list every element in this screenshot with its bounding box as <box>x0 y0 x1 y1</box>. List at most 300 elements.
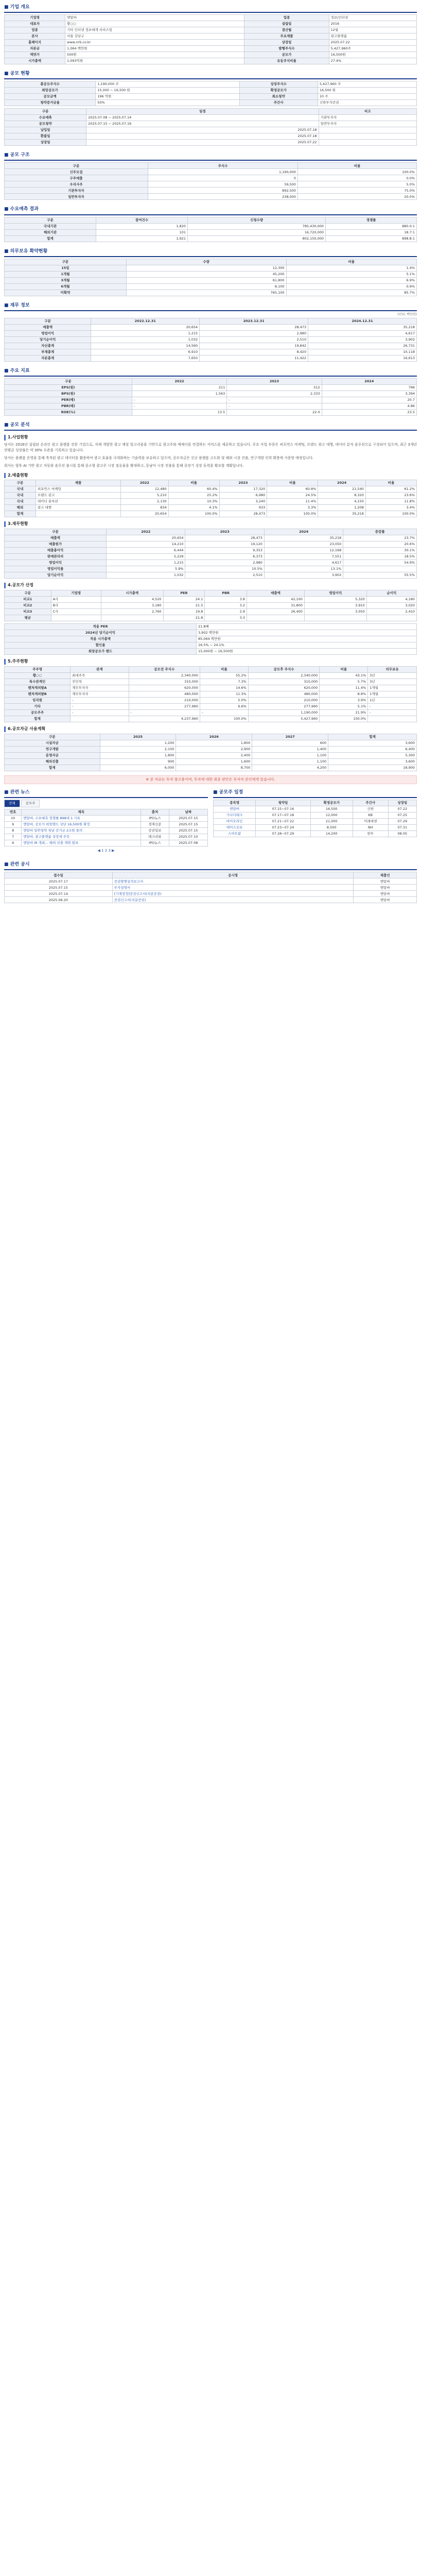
column-header: 2022 <box>121 480 169 486</box>
table-header-row <box>5 217 417 223</box>
table-cell: IPO뉴스 <box>141 840 169 846</box>
table-cell: 23,050 <box>264 541 343 548</box>
table-row <box>5 697 417 703</box>
table-cell <box>51 615 101 621</box>
table-row <box>5 486 417 493</box>
table-cell: www.nrb.co.kr <box>65 40 244 46</box>
column-header: 구분 <box>5 480 36 486</box>
section-title: ■ 의무보유 확약현황 <box>4 246 417 257</box>
table-cell: 6,980 <box>219 493 267 499</box>
table-cell: 5,210 <box>121 493 169 499</box>
table-cell: 기관투자자 <box>319 115 416 121</box>
table-cell: 4,150 <box>318 499 366 505</box>
valuation-title: 4.공모가 산정 <box>4 583 417 588</box>
table-cell: 2016 <box>329 21 416 27</box>
column-header: 주간사 <box>353 800 388 806</box>
table-row <box>5 765 417 771</box>
table-cell: 8,320 <box>318 493 366 499</box>
row-label: 청약증거금율 <box>5 100 96 106</box>
table-cell: 1,200 <box>100 740 176 746</box>
table-row <box>5 397 417 403</box>
section-title: ■ 공모 현황 <box>4 69 417 79</box>
column-header: 종목명 <box>214 800 256 806</box>
table-cell: 61,800 <box>126 277 286 283</box>
table-cell: 2025.07.22 <box>86 140 319 146</box>
row-label: 자산총계 <box>5 343 91 349</box>
table-row <box>5 133 417 140</box>
table-cell: 신한투자증권 <box>318 100 416 106</box>
table-cell: 9 <box>5 821 22 827</box>
table-cell <box>101 615 163 621</box>
table-header-row <box>5 666 417 672</box>
indicator-table <box>4 378 417 416</box>
table-row <box>5 746 417 752</box>
table-cell: 20.0% <box>298 194 417 200</box>
stock-name-link[interactable]: 엔알바 <box>214 806 256 812</box>
column-header: 비율 <box>298 163 417 169</box>
column-header: 구분 <box>5 109 86 115</box>
table-row <box>5 290 417 296</box>
table-row <box>5 40 417 46</box>
column-header: 비율 <box>267 480 318 486</box>
table-cell: 21.5 <box>163 602 205 608</box>
table-cell: 18,900 <box>328 765 417 771</box>
news-table <box>4 809 208 846</box>
table-row <box>5 21 417 27</box>
table-cell: 27.4% <box>329 58 416 64</box>
table-cell: 7,551 <box>264 554 343 560</box>
table-row <box>5 277 417 283</box>
row-label: 적용 시가총액 <box>5 636 197 642</box>
column-header: 구분 <box>5 529 107 535</box>
row-label: 매출액 <box>5 324 91 330</box>
table-cell: 21,540 <box>318 486 366 493</box>
demand-forecast-table <box>4 217 417 242</box>
calendar-row[interactable] <box>214 806 417 812</box>
table-cell: 5.1% <box>286 271 417 277</box>
table-cell: 정보/인터넷 <box>329 15 416 21</box>
news-pager[interactable]: ◀ 1 2 3 ▶ <box>97 848 115 853</box>
section-title: ■ 공모 구조 <box>4 150 417 161</box>
calendar-table <box>213 800 417 837</box>
table-cell: 20,654 <box>121 511 169 517</box>
row-label: 평균 <box>5 615 51 621</box>
row-label: 영업이익률 <box>5 566 107 572</box>
row-label: 업종 <box>244 15 329 21</box>
table-cell: 10.5% <box>185 566 264 572</box>
row-label: 기업명 <box>5 15 65 21</box>
table-cell <box>247 615 305 621</box>
table-cell: 1,208 <box>318 505 366 511</box>
news-row[interactable] <box>5 821 208 827</box>
table-cell: 4,200 <box>252 765 328 771</box>
table-cell: 6,000 <box>100 765 176 771</box>
table-cell: 1,100 <box>252 758 328 765</box>
section-title: ■ 공모주 일정 <box>213 787 417 798</box>
table-cell: 3.8 <box>205 596 247 602</box>
stock-name-link[interactable]: 바이오라인 <box>214 819 256 825</box>
table-cell: 일반투자자 <box>319 121 416 127</box>
table-cell: 황○○ <box>65 21 244 27</box>
column-header: 참여건수 <box>96 217 188 223</box>
table-cell: C사 <box>51 608 101 615</box>
table-row <box>5 265 417 271</box>
row-label: 합계 <box>5 765 100 771</box>
row-label: 우리사주 <box>5 181 148 188</box>
calendar-row[interactable] <box>214 819 417 825</box>
table-row <box>5 752 417 758</box>
table-cell: 7 <box>5 834 22 840</box>
news-row[interactable] <box>5 827 208 834</box>
table-cell: 1,032 <box>107 572 185 579</box>
row-label: 부채총계 <box>5 349 91 355</box>
table-cell: 8,100 <box>126 283 286 290</box>
disclosure-link[interactable]: 증권신고서(지분증권) <box>112 897 354 903</box>
column-header: 2023.12.31 <box>200 318 308 324</box>
table-cell <box>368 716 417 722</box>
table-row <box>5 81 417 88</box>
table-cell: 4.1% <box>168 505 219 511</box>
table-row <box>5 330 417 336</box>
analysis-section <box>4 420 417 771</box>
table-cell: - <box>227 397 322 403</box>
disclosure-row[interactable] <box>5 885 417 891</box>
table-header-row <box>5 318 417 324</box>
column-header: 2022 <box>107 529 185 535</box>
news-title-link[interactable]: 엔알바, 광고플랫폼 성장세 주목 <box>22 834 141 840</box>
row-label: 수요예측 <box>5 115 86 121</box>
column-header: 증감률 <box>343 529 417 535</box>
row-label: 구주매출 <box>5 175 148 181</box>
news-title-link[interactable]: 엔알바 일반청약 첫날 증거금 2조원 몰려 <box>22 827 141 834</box>
row-label: 확정공모가 <box>239 88 318 94</box>
table-cell: 796 <box>322 385 416 391</box>
row-label: EPS(원) <box>5 385 132 391</box>
company-overview-table <box>4 14 417 64</box>
table-cell: 1,400 <box>252 746 328 752</box>
row-label: 당기순이익 <box>5 572 107 579</box>
table-cell: - <box>71 703 129 709</box>
news-title-link[interactable]: 엔알바 IR 개최… 해외 진출 계획 발표 <box>22 840 141 846</box>
tab-all[interactable]: 전체 <box>4 800 20 807</box>
table-cell: 42,100 <box>247 596 305 602</box>
row-label: 3개월 <box>5 277 127 283</box>
table-cell: - <box>368 703 417 709</box>
table-cell: 933 <box>219 505 267 511</box>
table-cell: 3,600 <box>328 740 417 746</box>
column-header: 공시명 <box>112 872 354 878</box>
column-header: 매출액 <box>247 590 305 596</box>
table-cell: 785,430,000 <box>188 223 326 229</box>
table-cell: 101 <box>96 229 188 235</box>
row-label: 납입일 <box>5 127 86 133</box>
table-cell: 07.28~07.29 <box>256 831 310 837</box>
table-cell: 900 <box>100 758 176 765</box>
table-cell: 4,180 <box>366 596 416 602</box>
table-row <box>5 685 417 691</box>
table-cell: 3년 <box>368 672 417 679</box>
row-label: 희망공모가 <box>5 88 96 94</box>
table-cell: 경제신문 <box>141 821 169 827</box>
table-cell: 19,842 <box>200 343 308 349</box>
table-cell: 2,340,000 <box>248 672 320 679</box>
table-cell: 기타 인터넷 정보매개 서비스업 <box>65 27 244 33</box>
unit-label: (단위: 백만원) <box>397 312 417 316</box>
table-cell: 11,422 <box>200 355 308 361</box>
column-header: 비율 <box>286 259 417 265</box>
disclosure-row[interactable] <box>5 891 417 897</box>
news-panel <box>4 787 208 855</box>
table-cell: 277,960 <box>129 703 200 709</box>
table-cell: 12,480 <box>121 486 169 493</box>
table-cell: 5,427,960 주 <box>318 81 416 88</box>
table-cell: 20,654 <box>107 535 185 541</box>
table-cell: 15,000원 ~ 16,500원 <box>196 648 416 654</box>
table-cell: 12,300 <box>126 265 286 271</box>
table-cell: 11.4% <box>320 685 368 691</box>
column-header: 2023 <box>185 529 264 535</box>
column-header: 2023 <box>227 379 322 385</box>
news-row[interactable] <box>5 834 208 840</box>
row-label: 일반투자자 <box>5 194 148 200</box>
disclosure-row[interactable] <box>5 897 417 903</box>
calendar-row[interactable] <box>214 825 417 831</box>
table-row <box>5 740 417 746</box>
table-cell: 2,333 <box>227 391 322 397</box>
row-label: 영업이익 <box>5 330 91 336</box>
table-row <box>5 560 417 566</box>
table-cell: 5.0% <box>298 181 417 188</box>
table-row <box>5 758 417 765</box>
column-header: 구분 <box>5 163 148 169</box>
column-header: 시가총액 <box>101 590 163 596</box>
table-cell: 21,000 <box>310 819 353 825</box>
row-label: 환불일 <box>5 133 86 140</box>
table-cell: 2025.07.15 <box>169 815 207 821</box>
column-header: 관계 <box>71 666 129 672</box>
table-cell: 2,980 <box>185 560 264 566</box>
disclosure-link[interactable]: 투자설명서 <box>112 885 354 891</box>
row-label: 6개월 <box>5 283 127 290</box>
stock-name-link[interactable]: 에이스로보 <box>214 825 256 831</box>
column-header: 수량 <box>126 259 286 265</box>
table-header-row <box>5 109 417 115</box>
financial-section <box>4 300 417 362</box>
table-cell: 1,800 <box>176 740 252 746</box>
table-cell: 100.0% <box>200 716 249 722</box>
table-cell: 18.7:1 <box>326 229 417 235</box>
table-row <box>5 115 417 121</box>
table-header-row <box>5 163 417 169</box>
table-cell: 210,000 <box>129 697 200 703</box>
disclosure-row[interactable] <box>5 878 417 885</box>
table-row <box>5 548 417 554</box>
table-cell: 서울 강남구 <box>65 33 244 40</box>
table-cell: 19.8 <box>163 608 205 615</box>
table-header-row <box>5 379 417 385</box>
table-cell: 2025.07.10 <box>169 834 207 840</box>
row-label: 적용 PER <box>5 623 197 630</box>
disclosure-table <box>4 872 417 903</box>
table-cell: 100.0% <box>168 511 219 517</box>
offering-status-table <box>4 81 417 106</box>
column-header: 공모후 주식수 <box>248 666 320 672</box>
calendar-row[interactable] <box>214 812 417 819</box>
section-title: ■ 관련 뉴스 <box>4 787 208 798</box>
row-label: 해외기관 <box>5 229 96 235</box>
column-header: 영업이익 <box>304 590 366 596</box>
column-header: PER <box>163 590 205 596</box>
table-cell: 50% <box>96 100 239 106</box>
table-row <box>5 52 417 58</box>
table-cell <box>319 127 416 133</box>
table-row <box>5 229 417 235</box>
table-cell: 25.2% <box>168 493 219 499</box>
tab-ipo[interactable]: 공모주 <box>21 800 40 807</box>
table-cell: 892,500 <box>148 188 297 194</box>
revenue-table <box>4 480 417 517</box>
table-cell: 3.4% <box>365 505 416 511</box>
table-cell: 24.5% <box>267 493 318 499</box>
table-row <box>5 541 417 548</box>
table-cell: 증권일보 <box>141 827 169 834</box>
table-cell <box>319 133 416 140</box>
table-cell: 0.9% <box>286 283 417 290</box>
column-header: 일정 <box>86 109 319 115</box>
table-cell: 엔알바 <box>354 897 417 903</box>
table-cell: 26,731 <box>308 343 417 349</box>
table-cell: 0 <box>148 175 297 181</box>
column-header: 구분 <box>5 734 100 740</box>
table-cell: 18.5% <box>343 554 417 560</box>
table-row <box>5 623 417 630</box>
table-cell: 6,910 <box>91 349 200 355</box>
table-cell: 3,902 <box>308 336 417 343</box>
disclosure-link[interactable]: [기재정정]증권신고서(지분증권) <box>112 891 354 897</box>
row-label: 임직원 <box>5 697 71 703</box>
row-label: BPS(원) <box>5 391 132 397</box>
valuation-table <box>4 623 417 655</box>
row-label: PER(배) <box>5 397 132 403</box>
table-cell: B사 <box>51 602 101 608</box>
column-header: 제품 <box>36 480 120 486</box>
revenue-title: 2.매출현황 <box>4 473 417 479</box>
table-row <box>5 349 417 355</box>
table-cell: 802,150,000 <box>188 235 326 242</box>
column-header: 상장일 <box>388 800 416 806</box>
calendar-row[interactable] <box>214 831 417 837</box>
row-label: 유동주식비율 <box>244 58 329 64</box>
table-cell: 미래에셋 <box>353 819 388 825</box>
table-row <box>5 716 417 722</box>
table-cell: 21.9% <box>320 709 368 716</box>
table-cell: 0.0% <box>298 175 417 181</box>
row-label: PBR(배) <box>5 403 132 410</box>
table-cell: 5.0% <box>200 697 249 703</box>
table-cell: - <box>71 697 129 703</box>
row-label: 국내 <box>5 486 36 493</box>
table-cell: 238,000 <box>148 194 297 200</box>
table-row <box>5 615 417 621</box>
news-row[interactable] <box>5 840 208 846</box>
table-cell: 196 억원 <box>96 94 239 100</box>
row-label: 2024년 당기순이익 <box>5 630 197 636</box>
column-header: 구분 <box>5 379 132 385</box>
table-cell: 재무투자자 <box>71 685 129 691</box>
column-header: 날짜 <box>169 809 207 815</box>
business-title: 1.사업현황 <box>4 435 417 440</box>
table-cell: 5.9% <box>107 566 185 572</box>
table-row <box>5 194 417 200</box>
table-row <box>5 336 417 343</box>
row-label: ROE(%) <box>5 410 132 416</box>
row-label: 비교2 <box>5 602 51 608</box>
table-cell: 23.7% <box>343 535 417 541</box>
row-label: 합계 <box>5 235 96 242</box>
offering-schedule-table <box>4 108 417 146</box>
table-cell: 광고 대행 <box>36 505 120 511</box>
table-row <box>5 355 417 361</box>
news-row[interactable] <box>5 815 208 821</box>
table-row <box>5 709 417 716</box>
stock-name-link[interactable]: 가나다테크 <box>214 812 256 819</box>
table-cell: 23.6% <box>365 493 416 499</box>
table-cell: 07.15~07.16 <box>256 806 310 812</box>
table-cell: - <box>71 709 129 716</box>
column-header: 기업명 <box>51 590 101 596</box>
table-cell: - <box>368 709 417 716</box>
table-cell: 19,120 <box>185 541 264 548</box>
column-header: 순이익 <box>366 590 416 596</box>
news-title-link[interactable]: 엔알바, 수요예측 경쟁률 898대 1 기록 <box>22 815 141 821</box>
table-row <box>5 235 417 242</box>
table-cell: 1,563 <box>132 391 226 397</box>
row-label: 상장주식수 <box>239 81 318 88</box>
table-cell: 28,473 <box>219 511 267 517</box>
table-cell: 3년 <box>368 679 417 685</box>
column-header: 제목 <box>22 809 141 815</box>
table-cell: 898.8:1 <box>326 235 417 242</box>
table-cell <box>36 511 120 517</box>
table-row <box>5 572 417 579</box>
offering-structure-section <box>4 150 417 200</box>
table-cell: 310,000 <box>129 679 200 685</box>
row-label: 매출총이익 <box>5 548 107 554</box>
table-row <box>5 648 417 654</box>
table-row <box>5 535 417 541</box>
table-cell: 13.5 <box>132 410 226 416</box>
offering-status-section <box>4 69 417 146</box>
fund-title: 6.공모자금 사용계획 <box>4 726 417 732</box>
news-title-link[interactable]: 엔알바, 공모가 희망밴드 상단 16,500원 확정 <box>22 821 141 827</box>
table-cell: 8,700 <box>176 765 252 771</box>
stock-name-link[interactable]: 스마트팜 <box>214 831 256 837</box>
column-header: 2024 <box>318 480 366 486</box>
table-cell: 3.9% <box>320 697 368 703</box>
table-cell: NH <box>353 825 388 831</box>
table-cell: 엔알바 <box>65 15 244 21</box>
business-paragraph: 회사는 향후 AI 기반 광고 자동화 솔루션 출시를 통해 중소형 광고주 시장 점유율을 확대하고, 동남아 시장 진출을 통해 중장기 성장 동력을 확보할 계획입니다. <box>4 463 244 468</box>
table-cell: 277,960 <box>248 703 320 709</box>
table-cell: 2025.07.17 <box>5 878 113 885</box>
table-cell: 3,180 <box>101 602 163 608</box>
table-cell: 45,200 <box>126 271 286 277</box>
row-label: 기관투자자 <box>5 188 148 194</box>
table-cell: 5.1% <box>320 703 368 709</box>
disclosure-link[interactable]: 증권발행실적보고서 <box>112 878 354 885</box>
table-cell: 8,500 <box>310 825 353 831</box>
table-cell: 14.6% <box>200 685 249 691</box>
